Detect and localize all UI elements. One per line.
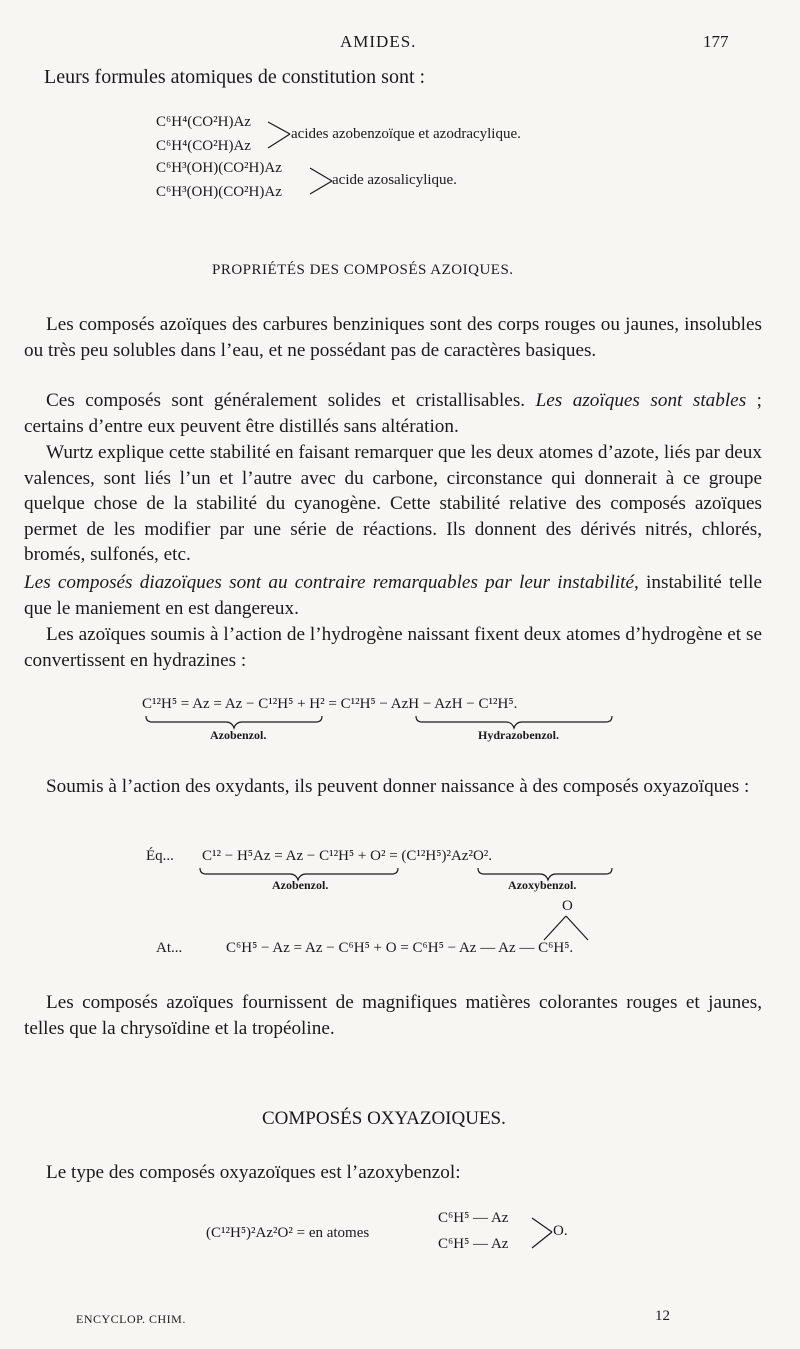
paragraph-2-italic: Les azoïques sont stables [535,390,747,411]
equation-4-left: (C¹²H⁵)²Az²O² = en atomes [206,1225,370,1241]
paragraph-4-italic: Les composés diazoïques sont au contraire remarquables par leur instabilité [24,572,634,593]
paragraph-5-text: Les azoïques soumis à l’action de l’hydrogène naissant fixent deux atomes d’hydrogène et se convertissent en hydrazines : [24,624,762,671]
equation-1-label-right: Hydrazobenzol. [478,728,559,742]
paragraph-4-text-b: , instabilité telle que le maniement en est dangereux. [24,572,763,619]
equation-2-label-right: Azoxybenzol. [508,878,577,892]
paragraph-8-text: Le type des composés oxyazoïques est l’azoxybenzol: [46,1162,461,1183]
paragraph-6-text: Soumis à l’action des oxydants, ils peuvent donner naissance à des composés oxyazoïques : [46,776,750,797]
paragraph-1-text: Les composés azoïques des carbures benziniques sont des corps rouges ou jaunes, insolubles ou très peu solubles dans l’eau, et ne possédant pas de caractères basiques. [24,314,762,361]
equation-4-bottom: C⁶H⁵ — Az [438,1236,509,1252]
equation-3-oxygen: O [562,898,573,914]
bond-line [532,1232,552,1248]
paragraph-2-text-c: ; certains d’entre eux peuvent être distillés sans altération. [24,390,762,437]
bond-line [544,916,566,940]
bond-line [310,168,332,181]
formula-1-label: acides azobenzoïque et azodracylique. [291,126,521,142]
brace-azobenzol [146,716,322,728]
footer-left: ENCYCLOP. CHIM. [76,1312,186,1326]
formula-1-line-2: C⁶H⁴(CO²H)Az [156,138,251,154]
equation-2-prefix: Éq... [146,848,174,864]
equation-1-label-left: Azobenzol. [210,728,267,742]
equation-2-label-left: Azobenzol. [272,878,329,892]
running-header: AMIDES. [340,32,417,51]
bond-line [268,122,290,134]
formula-2-line-1: C⁶H³(OH)(CO²H)Az [156,160,282,176]
bond-line [268,134,290,148]
brace-azoxybenzol [478,868,612,880]
bond-line [310,181,332,194]
equation-3-prefix: At... [156,940,183,956]
brace-azobenzol-2 [200,868,398,880]
brace-hydrazobenzol [416,716,612,728]
paragraph-3-text: Wurtz explique cette stabilité en faisant remarquer que les deux atomes d’azote, liés par deux valences, sont liés l’un et l’autre avec du carbone, circonstance qui donnerait à ce groupe quelque chose de la stabilité du cyanogène. Cette stabilité relative des composés azoïques permet de les modifier par une série de réactions. Ils donnent des dérivés nitrés, chlorés, bromés, sulfonés, etc. [24,442,762,565]
bond-line [566,916,588,940]
equation-3: C⁶H⁵ − Az = Az − C⁶H⁵ + O = C⁶H⁵ − Az — Az — C⁶H⁵. [226,940,574,956]
paragraph-2-text-a: Ces composés sont généralement solides et cristallisables. [46,390,526,411]
paragraph-7-text: Les composés azoïques fournissent de magnifiques matières colorantes rouges et jaunes, telles que la chrysoïdine et la tropéoline. [24,992,762,1039]
formula-1-line-1: C⁶H⁴(CO²H)Az [156,114,251,130]
equation-4-top: C⁶H⁵ — Az [438,1210,509,1226]
equation-1: C¹²H⁵ = Az = Az − C¹²H⁵ + H² = C¹²H⁵ − AzH − AzH − C¹²H⁵. [142,696,518,712]
section-title-properties: PROPRIÉTÉS DES COMPOSÉS AZOIQUES. [212,262,514,278]
formula-2-label: acide azosalicylique. [332,172,457,188]
page-number: 177 [703,32,729,51]
equation-4-right: O. [553,1223,568,1239]
formula-2-line-2: C⁶H³(OH)(CO²H)Az [156,184,282,200]
intro-line: Leurs formules atomiques de constitution sont : [44,66,426,88]
footer-signature: 12 [655,1308,670,1324]
section-title-oxyazoic: COMPOSÉS OXYAZOIQUES. [262,1108,506,1129]
bond-line [532,1218,552,1232]
equation-2: C¹² − H⁵Az = Az − C¹²H⁵ + O² = (C¹²H⁵)²Az²O². [202,848,493,864]
